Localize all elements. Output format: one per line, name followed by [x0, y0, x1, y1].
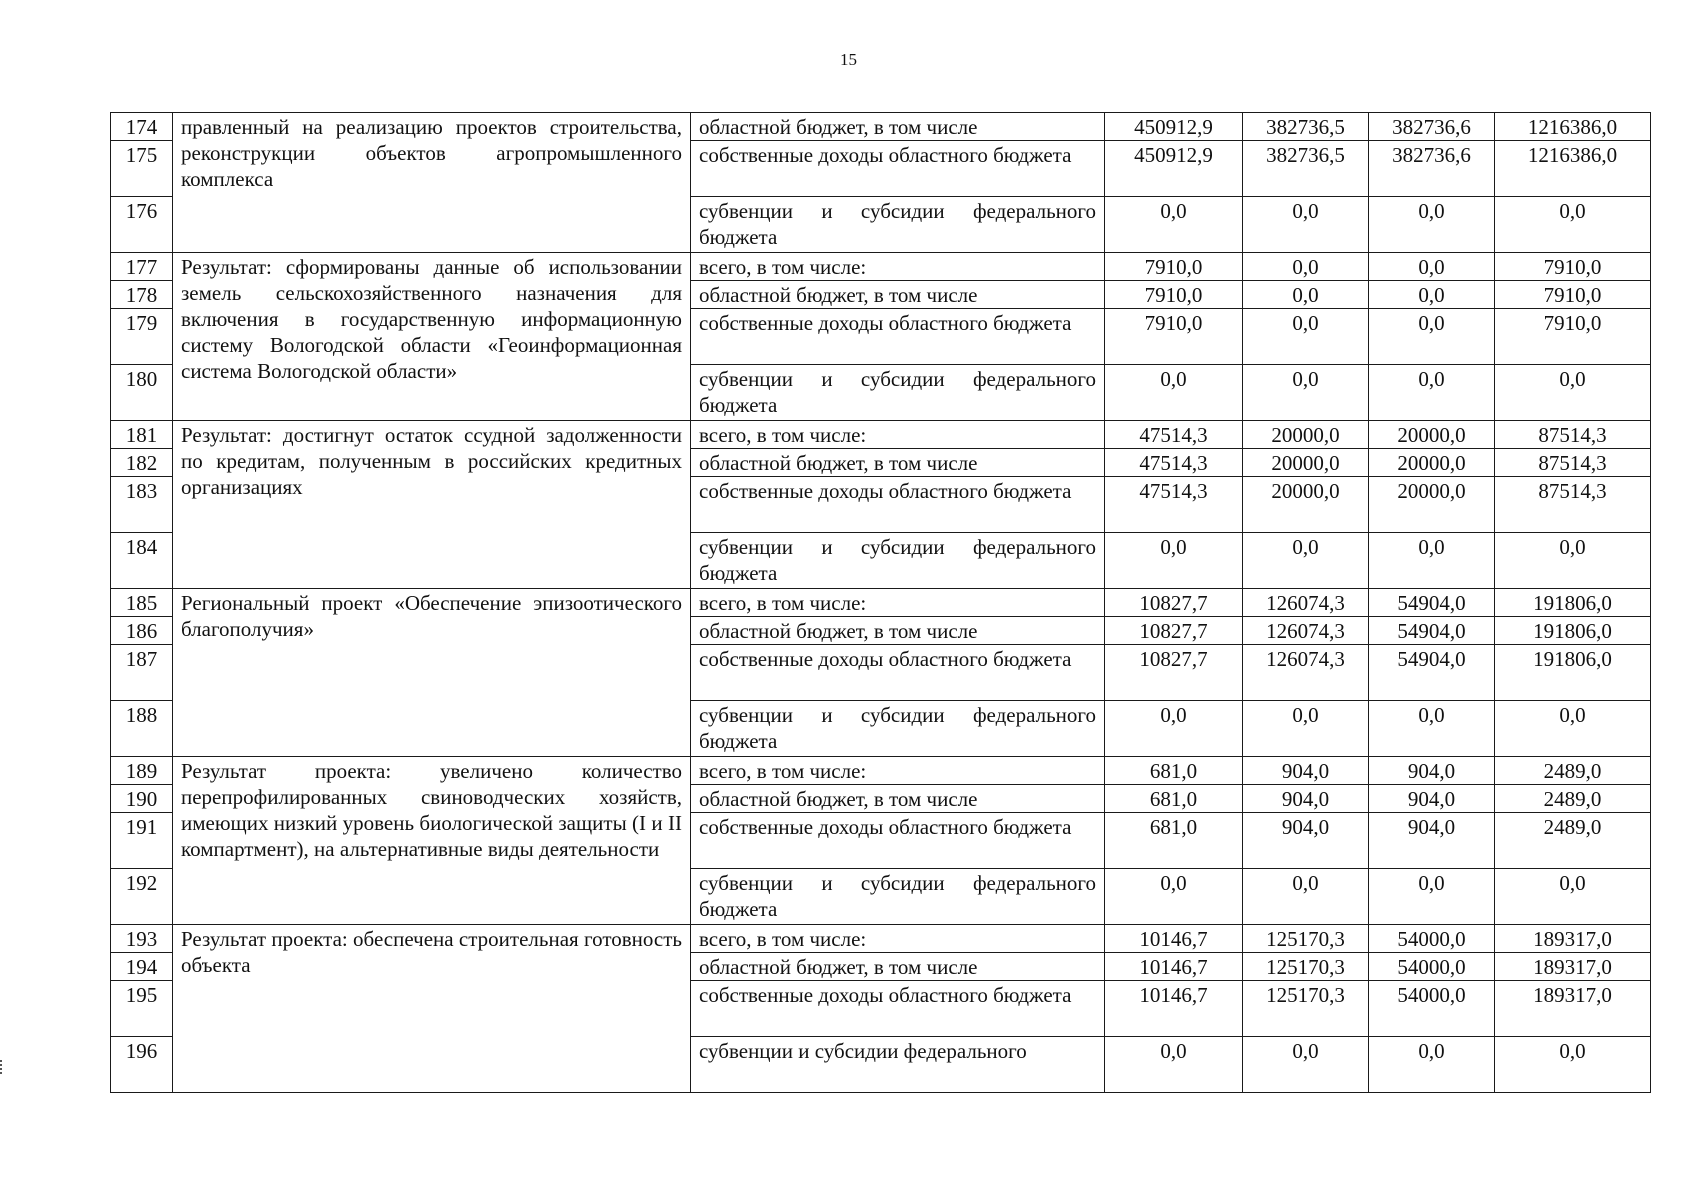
row-number: 187 [111, 645, 173, 701]
row-number: 183 [111, 477, 173, 533]
year-value: 20000,0 [1243, 449, 1369, 477]
year-value: 0,0 [1369, 309, 1495, 365]
year-value: 0,0 [1243, 533, 1369, 589]
row-number: 178 [111, 281, 173, 309]
row-number: 196 [111, 1037, 173, 1093]
total-value: 191806,0 [1495, 645, 1651, 701]
funding-source: субвенции и субсидии федерального бюджета [691, 197, 1105, 253]
row-number: 188 [111, 701, 173, 757]
year-value: 0,0 [1243, 365, 1369, 421]
year-value: 0,0 [1369, 869, 1495, 925]
total-value: 87514,3 [1495, 477, 1651, 533]
total-value: 2489,0 [1495, 813, 1651, 869]
year-value: 0,0 [1105, 1037, 1243, 1093]
funding-source: собственные доходы областного бюджета [691, 141, 1105, 197]
year-value: 0,0 [1243, 281, 1369, 309]
item-description: Результат: достигнут остаток ссудной задолженности по кредитам, полученным в российских кредитных организациях [173, 421, 691, 589]
table-row [111, 421, 1651, 449]
budget-table [110, 112, 1651, 1093]
total-value: 191806,0 [1495, 589, 1651, 617]
year-value: 20000,0 [1243, 421, 1369, 449]
funding-source: областной бюджет, в том числе [691, 785, 1105, 813]
funding-source: областной бюджет, в том числе [691, 113, 1105, 141]
funding-source: областной бюджет, в том числе [691, 281, 1105, 309]
year-value: 0,0 [1243, 869, 1369, 925]
year-value: 681,0 [1105, 785, 1243, 813]
total-value: 87514,3 [1495, 449, 1651, 477]
year-value: 450912,9 [1105, 113, 1243, 141]
year-value: 382736,6 [1369, 113, 1495, 141]
total-value: 0,0 [1495, 1037, 1651, 1093]
year-value: 47514,3 [1105, 421, 1243, 449]
total-value: 1216386,0 [1495, 141, 1651, 197]
year-value: 20000,0 [1243, 477, 1369, 533]
row-number: 184 [111, 533, 173, 589]
row-number: 194 [111, 953, 173, 981]
year-value: 681,0 [1105, 757, 1243, 785]
year-value: 904,0 [1369, 813, 1495, 869]
year-value: 904,0 [1369, 757, 1495, 785]
total-value: 2489,0 [1495, 785, 1651, 813]
total-value: 189317,0 [1495, 953, 1651, 981]
total-value: 1216386,0 [1495, 113, 1651, 141]
row-number: 174 [111, 113, 173, 141]
item-description: Региональный проект «Обеспечение эпизоотического благополучия» [173, 589, 691, 757]
funding-source: областной бюджет, в том числе [691, 953, 1105, 981]
year-value: 10827,7 [1105, 645, 1243, 701]
year-value: 904,0 [1243, 813, 1369, 869]
funding-source: областной бюджет, в том числе [691, 617, 1105, 645]
year-value: 0,0 [1105, 701, 1243, 757]
funding-source: областной бюджет, в том числе [691, 449, 1105, 477]
year-value: 10146,7 [1105, 953, 1243, 981]
year-value: 0,0 [1243, 197, 1369, 253]
row-number: 190 [111, 785, 173, 813]
year-value: 0,0 [1243, 701, 1369, 757]
year-value: 7910,0 [1105, 253, 1243, 281]
year-value: 0,0 [1105, 197, 1243, 253]
year-value: 0,0 [1105, 869, 1243, 925]
year-value: 0,0 [1369, 253, 1495, 281]
page-number: 15 [840, 50, 857, 69]
funding-source: всего, в том числе: [691, 589, 1105, 617]
row-number: 192 [111, 869, 173, 925]
year-value: 47514,3 [1105, 477, 1243, 533]
budget-table-body [111, 113, 1651, 1093]
year-value: 382736,6 [1369, 141, 1495, 197]
total-value: 7910,0 [1495, 253, 1651, 281]
total-value: 191806,0 [1495, 617, 1651, 645]
total-value: 7910,0 [1495, 281, 1651, 309]
row-number: 181 [111, 421, 173, 449]
funding-source: субвенции и субсидии федерального бюджета [691, 365, 1105, 421]
row-number: 189 [111, 757, 173, 785]
row-number: 180 [111, 365, 173, 421]
row-number: 182 [111, 449, 173, 477]
year-value: 904,0 [1243, 757, 1369, 785]
funding-source: субвенции и субсидии федерального бюджета [691, 533, 1105, 589]
total-value: 7910,0 [1495, 309, 1651, 365]
year-value: 0,0 [1369, 1037, 1495, 1093]
funding-source: всего, в том числе: [691, 253, 1105, 281]
year-value: 54904,0 [1369, 589, 1495, 617]
total-value: 0,0 [1495, 197, 1651, 253]
table-row [111, 757, 1651, 785]
year-value: 20000,0 [1369, 449, 1495, 477]
row-number: 191 [111, 813, 173, 869]
year-value: 0,0 [1369, 197, 1495, 253]
year-value: 54904,0 [1369, 645, 1495, 701]
total-value: 2489,0 [1495, 757, 1651, 785]
row-number: 175 [111, 141, 173, 197]
row-number: 177 [111, 253, 173, 281]
year-value: 0,0 [1369, 281, 1495, 309]
total-value: 87514,3 [1495, 421, 1651, 449]
year-value: 126074,3 [1243, 617, 1369, 645]
year-value: 382736,5 [1243, 113, 1369, 141]
row-number: 193 [111, 925, 173, 953]
year-value: 0,0 [1369, 701, 1495, 757]
year-value: 125170,3 [1243, 981, 1369, 1037]
year-value: 0,0 [1243, 253, 1369, 281]
year-value: 0,0 [1243, 1037, 1369, 1093]
funding-source: собственные доходы областного бюджета [691, 981, 1105, 1037]
year-value: 54904,0 [1369, 617, 1495, 645]
row-number: 195 [111, 981, 173, 1037]
total-value: 189317,0 [1495, 981, 1651, 1037]
year-value: 54000,0 [1369, 953, 1495, 981]
funding-source: субвенции и субсидии федерального бюджета [691, 701, 1105, 757]
table-row [111, 925, 1651, 953]
year-value: 125170,3 [1243, 953, 1369, 981]
funding-source: собственные доходы областного бюджета [691, 813, 1105, 869]
year-value: 0,0 [1369, 533, 1495, 589]
year-value: 10827,7 [1105, 589, 1243, 617]
year-value: 904,0 [1243, 785, 1369, 813]
year-value: 382736,5 [1243, 141, 1369, 197]
year-value: 20000,0 [1369, 421, 1495, 449]
year-value: 125170,3 [1243, 925, 1369, 953]
total-value: 0,0 [1495, 533, 1651, 589]
funding-source: субвенции и субсидии федерального [691, 1037, 1105, 1093]
funding-source: всего, в том числе: [691, 421, 1105, 449]
table-row [111, 253, 1651, 281]
year-value: 0,0 [1369, 365, 1495, 421]
total-value: 0,0 [1495, 869, 1651, 925]
year-value: 10146,7 [1105, 925, 1243, 953]
year-value: 0,0 [1105, 365, 1243, 421]
scan-edge-mark [0, 1060, 4, 1074]
total-value: 189317,0 [1495, 925, 1651, 953]
year-value: 54000,0 [1369, 925, 1495, 953]
table-row [111, 113, 1651, 141]
year-value: 10146,7 [1105, 981, 1243, 1037]
item-description: Результат проекта: увеличено количество перепрофилированных свиноводческих хозяйств, имеющих низкий уровень биологической защиты (I и II компартмент), на альтернативные виды деятельности [173, 757, 691, 925]
row-number: 176 [111, 197, 173, 253]
year-value: 10827,7 [1105, 617, 1243, 645]
year-value: 0,0 [1243, 309, 1369, 365]
year-value: 904,0 [1369, 785, 1495, 813]
year-value: 681,0 [1105, 813, 1243, 869]
year-value: 0,0 [1105, 533, 1243, 589]
funding-source: всего, в том числе: [691, 925, 1105, 953]
funding-source: собственные доходы областного бюджета [691, 309, 1105, 365]
funding-source: субвенции и субсидии федерального бюджета [691, 869, 1105, 925]
funding-source: собственные доходы областного бюджета [691, 645, 1105, 701]
item-description: правленный на реализацию проектов строительства, реконструкции объектов агропромышленного комплекса [173, 113, 691, 253]
row-number: 185 [111, 589, 173, 617]
year-value: 126074,3 [1243, 589, 1369, 617]
year-value: 47514,3 [1105, 449, 1243, 477]
row-number: 179 [111, 309, 173, 365]
item-description: Результат проекта: обеспечена строительная готовность объекта [173, 925, 691, 1093]
year-value: 7910,0 [1105, 281, 1243, 309]
year-value: 450912,9 [1105, 141, 1243, 197]
year-value: 126074,3 [1243, 645, 1369, 701]
year-value: 54000,0 [1369, 981, 1495, 1037]
table-row [111, 589, 1651, 617]
funding-source: всего, в том числе: [691, 757, 1105, 785]
total-value: 0,0 [1495, 365, 1651, 421]
year-value: 20000,0 [1369, 477, 1495, 533]
item-description: Результат: сформированы данные об использовании земель сельскохозяйственного назначения для включения в государственную информационную систему Вологодской области «Геоинформационная система Вологодской области» [173, 253, 691, 421]
funding-source: собственные доходы областного бюджета [691, 477, 1105, 533]
total-value: 0,0 [1495, 701, 1651, 757]
row-number: 186 [111, 617, 173, 645]
year-value: 7910,0 [1105, 309, 1243, 365]
